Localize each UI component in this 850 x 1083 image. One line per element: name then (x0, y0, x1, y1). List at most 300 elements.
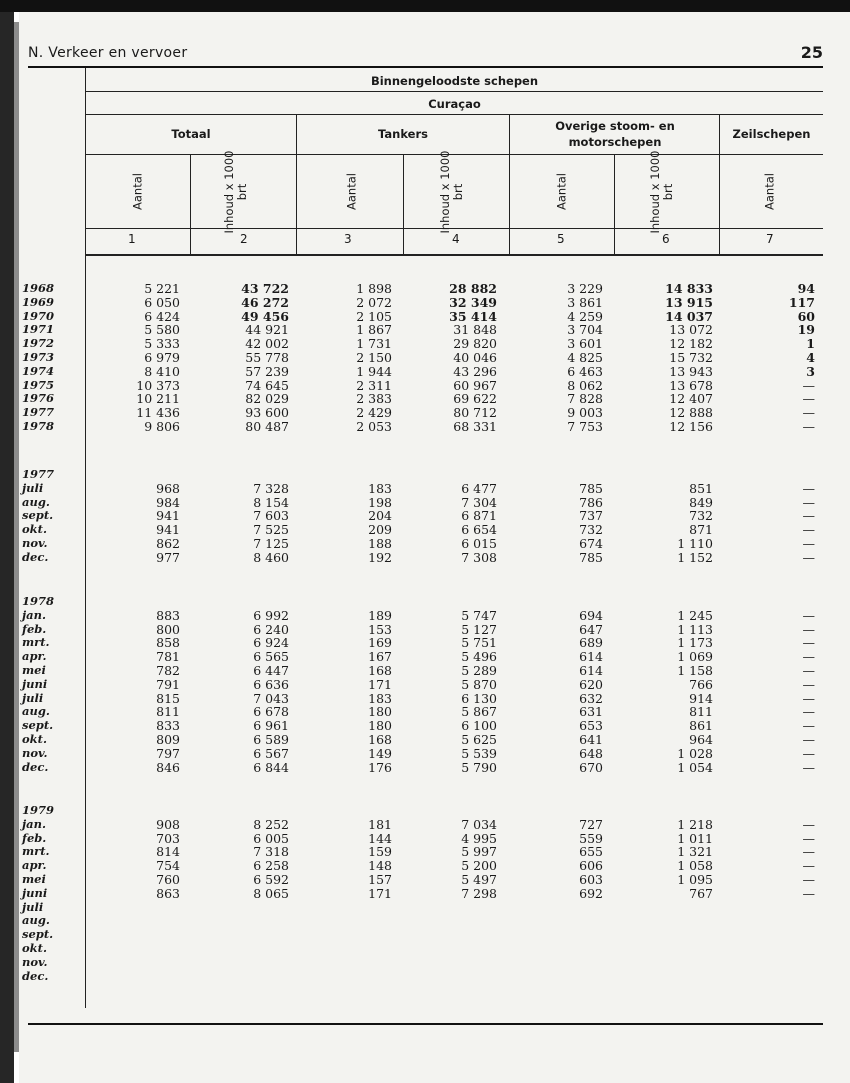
table-cell: 5 580 (144, 322, 180, 338)
table-cell: 1 321 (677, 844, 713, 860)
table-cell: 6 477 (461, 480, 497, 496)
table-cell: 7 603 (253, 508, 289, 524)
table-cell: — (802, 885, 815, 901)
table-cell: 1 731 (356, 336, 392, 352)
table-cell: 786 (579, 494, 603, 510)
table-cell: 6 979 (144, 350, 180, 365)
row-label: 1977 (22, 405, 55, 420)
table-cell: 1 054 (677, 759, 713, 775)
row-label: mrt. (22, 844, 50, 859)
table-cell: 6 130 (461, 690, 497, 706)
table-cell: 6 015 (461, 536, 497, 551)
table-cell: 1 158 (677, 663, 713, 678)
table-cell: 13 072 (669, 322, 713, 338)
table-cell: 811 (689, 704, 713, 720)
table-cell: 5 997 (461, 844, 497, 860)
table-cell: 209 (368, 522, 392, 538)
table-cell: 6 924 (253, 635, 289, 651)
col-header-5: Aantal (554, 173, 569, 210)
table-cell: 5 200 (461, 858, 497, 874)
col-number-4: 4 (452, 232, 460, 246)
grid-line (190, 154, 191, 255)
table-cell: 40 046 (453, 350, 497, 365)
table-subtitle: Curaçao (428, 97, 481, 111)
row-label: 1968 (22, 281, 55, 295)
row-label: dec. (22, 968, 49, 983)
col-header-4: Inhoud x 1000 brt (438, 150, 465, 234)
row-label: 1969 (22, 294, 55, 309)
col-header-2: Inhoud x 1000 brt (222, 150, 249, 234)
table-cell: — (802, 704, 815, 720)
table-cell: 13 678 (669, 377, 713, 393)
row-label: mrt. (22, 635, 50, 650)
table-cell: 7 308 (461, 549, 497, 565)
table-cell: 7 753 (567, 419, 603, 434)
table-cell: — (802, 718, 815, 734)
table-cell: 7 328 (253, 480, 289, 496)
table-cell: 655 (579, 844, 603, 860)
row-label: okt. (22, 522, 47, 537)
table-cell: 1 113 (677, 621, 713, 637)
table-cell: 3 229 (567, 281, 603, 296)
row-label: nov. (22, 745, 48, 760)
row-label: 1977 (22, 467, 55, 481)
col-number-2: 2 (240, 232, 248, 246)
table-cell: 1 095 (677, 872, 713, 887)
table-cell: 1 898 (356, 281, 392, 296)
table-cell: 12 156 (669, 419, 713, 434)
table-cell: 811 (156, 704, 180, 720)
table-cell: 15 732 (669, 350, 713, 365)
row-label: aug. (22, 494, 50, 509)
table-cell: 10 211 (136, 391, 180, 407)
table-cell: 861 (689, 718, 713, 734)
table-cell: — (802, 649, 815, 665)
table-cell: 117 (788, 294, 815, 310)
table-cell: 1 011 (677, 830, 713, 846)
table-cell: 183 (368, 690, 392, 706)
table-cell: 670 (579, 759, 603, 775)
table-cell: 43 722 (241, 281, 289, 296)
table-cell: — (802, 522, 815, 538)
table-cell: 6 654 (461, 522, 497, 538)
table-cell: 1 110 (677, 536, 713, 551)
table-cell: 167 (368, 649, 392, 665)
footer-rule (28, 1023, 823, 1025)
table-cell: 3 (806, 363, 815, 379)
grid-line (86, 254, 823, 256)
row-label: feb. (22, 830, 47, 845)
table-cell: 6 240 (253, 621, 289, 637)
table-cell: 1 058 (677, 858, 713, 874)
table-cell: 871 (689, 522, 713, 538)
table-cell: — (802, 536, 815, 551)
table-cell: 606 (579, 858, 603, 874)
table-cell: 1 944 (356, 363, 392, 379)
table-cell: 727 (579, 816, 603, 832)
table-cell: 148 (368, 858, 392, 874)
table-cell: 863 (156, 885, 180, 901)
table-cell: 188 (368, 536, 392, 551)
table-cell: 189 (368, 607, 392, 623)
table-cell: 6 565 (253, 649, 289, 665)
table-cell: — (802, 759, 815, 775)
table-cell: — (802, 690, 815, 706)
table-cell: 60 967 (453, 377, 497, 393)
table-cell: 6 005 (253, 830, 289, 846)
row-label: feb. (22, 621, 47, 636)
table-cell: 192 (368, 549, 392, 565)
table-cell: — (802, 872, 815, 887)
row-label: 1978 (22, 419, 55, 433)
table-cell: 800 (156, 621, 180, 637)
table-cell: 603 (579, 872, 603, 887)
table-cell: 5 333 (144, 336, 180, 352)
table-cell: 6 992 (253, 607, 289, 623)
table-cell: 10 373 (136, 377, 180, 393)
table-cell: 737 (579, 508, 603, 524)
table-cell: 183 (368, 480, 392, 496)
table-cell: — (802, 816, 815, 832)
row-label: 1979 (22, 803, 55, 817)
table-cell: 4 (806, 350, 815, 365)
table-cell: 60 (797, 308, 815, 324)
table-cell: 55 778 (245, 350, 289, 365)
row-label: 1975 (22, 377, 55, 392)
table-cell: 6 447 (253, 663, 289, 678)
table-cell: 941 (156, 508, 180, 524)
row-label: okt. (22, 941, 47, 955)
table-cell: 82 029 (245, 391, 289, 407)
table-cell: 43 296 (453, 363, 497, 379)
table-cell: 159 (368, 844, 392, 860)
table-cell: 1 173 (677, 635, 713, 651)
table-cell: 32 349 (449, 294, 497, 310)
table-cell: 14 833 (665, 281, 713, 296)
row-label: 1971 (22, 322, 55, 337)
table-cell: 1 245 (677, 607, 713, 623)
row-label: apr. (22, 649, 47, 664)
table-cell: 29 820 (453, 336, 497, 352)
table-cell: 1 028 (677, 745, 713, 761)
table-cell: 94 (797, 281, 815, 296)
table-cell: — (802, 494, 815, 510)
table-cell: — (802, 549, 815, 565)
scan-binding-edge (0, 12, 14, 1083)
table-cell: 6 589 (253, 732, 289, 747)
table-cell: 8 460 (253, 549, 289, 565)
row-label: juni (22, 885, 48, 900)
table-cell: 12 888 (669, 405, 713, 421)
table-cell: 168 (368, 732, 392, 747)
table-cell: 1 218 (677, 816, 713, 832)
table-cell: 7 034 (461, 816, 497, 832)
table-cell: — (802, 391, 815, 407)
table-cell: 2 105 (356, 308, 392, 324)
table-cell: 754 (156, 858, 180, 874)
table-cell: 614 (579, 649, 603, 665)
table-cell: 809 (156, 732, 180, 747)
table-cell: 914 (689, 690, 713, 706)
table-cell: 19 (797, 322, 815, 338)
scan-top-border (0, 0, 850, 12)
table-cell: 68 331 (453, 419, 497, 434)
table-cell: — (802, 480, 815, 496)
table-cell: 632 (579, 690, 603, 706)
table-cell: — (802, 635, 815, 651)
table-cell: 968 (156, 480, 180, 496)
table-cell: 46 272 (241, 294, 289, 310)
table-left-border (85, 68, 86, 1008)
table-cell: 198 (368, 494, 392, 510)
table-cell: 732 (579, 522, 603, 538)
table-cell: 5 867 (461, 704, 497, 720)
row-label: 1974 (22, 363, 55, 378)
row-label: mei (22, 872, 46, 886)
table-cell: 80 712 (453, 405, 497, 421)
table-cell: 653 (579, 718, 603, 734)
table-cell: 941 (156, 522, 180, 538)
table-cell: 14 037 (665, 308, 713, 324)
table-cell: 5 496 (461, 649, 497, 665)
table-cell: 7 318 (253, 844, 289, 860)
table-cell: 1 867 (356, 322, 392, 338)
table-cell: 2 383 (356, 391, 392, 407)
table-cell: 8 252 (253, 816, 289, 832)
table-cell: — (802, 858, 815, 874)
table-cell: 641 (579, 732, 603, 747)
row-label: jan. (22, 816, 46, 831)
table-cell: 2 072 (356, 294, 392, 310)
grid-line (614, 154, 615, 255)
table-cell: 849 (689, 494, 713, 510)
table-cell: 732 (689, 508, 713, 524)
table-cell: 1 (806, 336, 815, 352)
table-cell: 846 (156, 759, 180, 775)
page-number: 25 (800, 43, 823, 62)
row-label: nov. (22, 536, 48, 550)
table-cell: 49 456 (241, 308, 289, 324)
table-cell: 767 (689, 885, 713, 901)
col-number-5: 5 (557, 232, 565, 246)
table-cell: 7 525 (253, 522, 289, 538)
row-label: 1972 (22, 336, 55, 351)
row-label: juni (22, 676, 48, 691)
table-cell: 2 053 (356, 419, 392, 434)
table-cell: 80 487 (245, 419, 289, 434)
table-cell: 6 871 (461, 508, 497, 524)
table-cell: 6 258 (253, 858, 289, 874)
table-cell: 2 429 (356, 405, 392, 421)
table-cell: 7 298 (461, 885, 497, 901)
table-cell: — (802, 732, 815, 747)
table-cell: 674 (579, 536, 603, 551)
row-label: sept. (22, 927, 54, 942)
row-label: 1973 (22, 350, 55, 364)
table-cell: 6 636 (253, 676, 289, 692)
table-cell: 28 882 (449, 281, 497, 296)
table-cell: 815 (156, 690, 180, 706)
group-header-totaal: Totaal (171, 127, 211, 141)
table-cell: 614 (579, 663, 603, 678)
table-cell: 5 539 (461, 745, 497, 761)
table-cell: 694 (579, 607, 603, 623)
table-cell: 6 050 (144, 294, 180, 310)
table-cell: 7 828 (567, 391, 603, 407)
table-cell: — (802, 508, 815, 524)
table-cell: 93 600 (245, 405, 289, 421)
table-cell: 180 (368, 718, 392, 734)
row-label: aug. (22, 913, 50, 928)
table-cell: — (802, 830, 815, 846)
table-cell: 5 790 (461, 759, 497, 775)
row-label: dec. (22, 549, 49, 564)
table-cell: 6 592 (253, 872, 289, 887)
table-cell: 6 961 (253, 718, 289, 734)
table-cell: 2 311 (356, 377, 392, 393)
table-cell: 3 704 (567, 322, 603, 338)
section-title: N. Verkeer en vervoer (28, 45, 188, 61)
table-cell: 74 645 (245, 377, 289, 393)
grid-line (86, 91, 823, 92)
table-cell: 5 751 (461, 635, 497, 651)
row-label: 1970 (22, 308, 55, 323)
table-cell: 12 407 (669, 391, 713, 407)
table-cell: 8 065 (253, 885, 289, 901)
header-rule (28, 66, 823, 68)
table-cell: 169 (368, 635, 392, 651)
table-cell: 977 (156, 549, 180, 565)
table-cell: — (802, 377, 815, 393)
table-cell: 5 289 (461, 663, 497, 678)
table-cell: — (802, 405, 815, 421)
table-cell: 1 152 (677, 549, 713, 565)
table-cell: 8 062 (567, 377, 603, 393)
row-label: sept. (22, 508, 54, 523)
table-cell: 5 497 (461, 872, 497, 887)
table-cell: 4 995 (461, 830, 497, 846)
table-cell: 5 221 (144, 281, 180, 296)
table-cell: 908 (156, 816, 180, 832)
table-cell: 631 (579, 704, 603, 720)
table-cell: 858 (156, 635, 180, 651)
col-number-3: 3 (344, 232, 352, 246)
group-header-tankers: Tankers (378, 127, 428, 141)
table-cell: 5 747 (461, 607, 497, 623)
table-cell: 149 (368, 745, 392, 761)
row-label: nov. (22, 954, 48, 969)
table-cell: 57 239 (245, 363, 289, 379)
table-cell: 4 825 (567, 350, 603, 365)
grid-line (86, 114, 823, 115)
table-cell: — (802, 419, 815, 434)
grid-line (403, 154, 404, 255)
table-cell: 42 002 (245, 336, 289, 352)
table-cell: 8 154 (253, 494, 289, 510)
table-cell: 12 182 (669, 336, 713, 352)
col-header-3: Aantal (344, 173, 359, 210)
table-cell: — (802, 844, 815, 860)
table-cell: 785 (579, 549, 603, 565)
table-cell: 13 915 (665, 294, 713, 310)
table-cell: 7 304 (461, 494, 497, 510)
table-cell: 5 127 (461, 621, 497, 637)
table-cell: 766 (689, 676, 713, 692)
table-cell: 168 (368, 663, 392, 678)
table-cell: 171 (368, 676, 392, 692)
table-cell: — (802, 621, 815, 637)
row-label: apr. (22, 858, 47, 873)
row-label: mei (22, 663, 46, 677)
table-cell: — (802, 663, 815, 678)
table-cell: 3 601 (567, 336, 603, 352)
table-cell: — (802, 745, 815, 761)
row-label: juli (22, 480, 44, 495)
table-cell: 13 943 (669, 363, 713, 379)
table-cell: 883 (156, 607, 180, 623)
row-label: sept. (22, 718, 54, 733)
col-number-6: 6 (662, 232, 670, 246)
table-cell: 6 100 (461, 718, 497, 734)
table-cell: 6 844 (253, 759, 289, 775)
row-label: 1976 (22, 391, 55, 406)
table-cell: 31 848 (453, 322, 497, 338)
table-cell: 8 410 (144, 363, 180, 379)
col-header-6: Inhoud x 1000 brt (648, 150, 675, 234)
table-title: Binnengeloodste schepen (370, 74, 539, 88)
table-cell: 2 150 (356, 350, 392, 365)
table-cell: 797 (156, 745, 180, 761)
table-cell: 791 (156, 676, 180, 692)
table-cell: 814 (156, 844, 180, 860)
table-cell: — (802, 676, 815, 692)
table-cell: — (802, 607, 815, 623)
table-cell: 9 806 (144, 419, 180, 434)
row-label: okt. (22, 732, 47, 746)
table-cell: 851 (689, 480, 713, 496)
table-cell: 1 069 (677, 649, 713, 665)
grid-line (509, 114, 510, 255)
col-header-1: Aantal (130, 173, 145, 210)
table-cell: 862 (156, 536, 180, 551)
row-label: juli (22, 899, 44, 914)
table-cell: 620 (579, 676, 603, 692)
table-cell: 171 (368, 885, 392, 901)
table-cell: 6 678 (253, 704, 289, 720)
table-cell: 559 (579, 830, 603, 846)
table-cell: 6 567 (253, 745, 289, 761)
table-cell: 176 (368, 759, 392, 775)
row-label: aug. (22, 704, 50, 719)
table-cell: 6 463 (567, 363, 603, 379)
table-cell: 833 (156, 718, 180, 734)
table-cell: 3 861 (567, 294, 603, 310)
col-number-1: 1 (128, 232, 136, 246)
table-cell: 7 043 (253, 690, 289, 706)
table-cell: 647 (579, 621, 603, 637)
table-cell: 6 424 (144, 308, 180, 324)
table-cell: 69 622 (453, 391, 497, 407)
table-cell: 157 (368, 872, 392, 887)
table-cell: 5 870 (461, 676, 497, 692)
table-cell: 181 (368, 816, 392, 832)
table-cell: 648 (579, 745, 603, 761)
group-header-zeilschepen: Zeilschepen (732, 127, 811, 141)
table-cell: 7 125 (253, 536, 289, 551)
table-cell: 35 414 (449, 308, 497, 324)
table-cell: 692 (579, 885, 603, 901)
table-cell: 4 259 (567, 308, 603, 324)
